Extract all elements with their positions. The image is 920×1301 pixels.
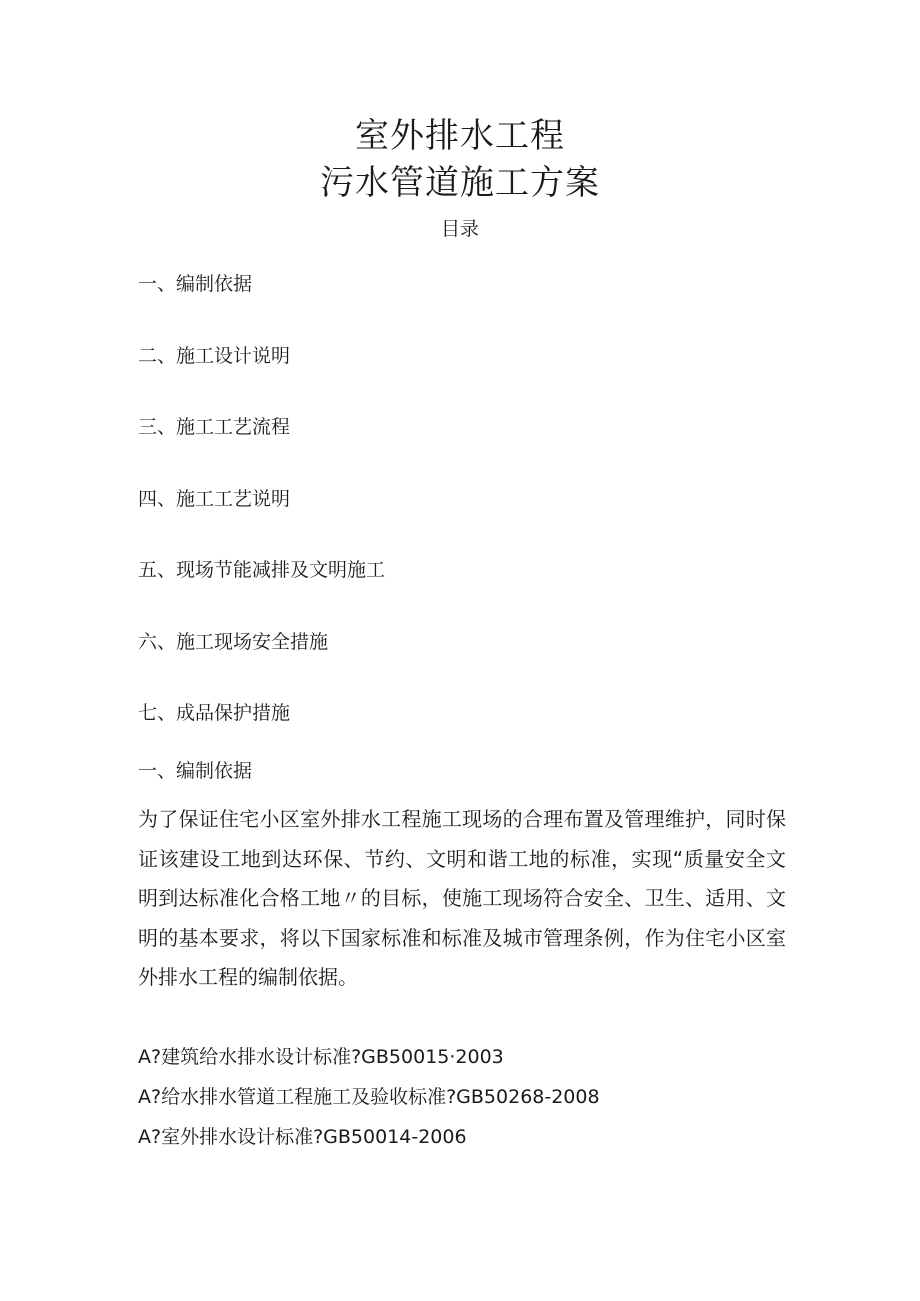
reference-item: A?建筑给水排水设计标准?GB50015·2003	[138, 1046, 504, 1068]
body-paragraph: 为了保证住宅小区室外排水工程施工现场的合理布置及管理维护，同时保证该建设工地到达环保、节约、文明和谐工地的标准，实现“质量安全文明到达标准化合格工地〃的目标，使施工现场符合安全、卫生、适用、文明的基本要求，将以下国家标准和标准及城市管理条例，作为住宅小区室外排水工程的编制依据。	[138, 807, 786, 989]
reference-item: A?给水排水管道工程施工及验收标准?GB50268-2008	[138, 1086, 600, 1108]
table-of-contents	[138, 270, 385, 771]
toc-heading: 目录	[440, 218, 479, 240]
toc-item: 二、施工设计说明	[138, 344, 291, 367]
reference-item: A?室外排水设计标准?GB50014-2006	[138, 1126, 467, 1148]
toc-item: 五、现场节能减排及文明施工	[138, 559, 386, 581]
document-title-line-2: 污水管道施工方案	[320, 163, 600, 203]
section-heading: 一、编制依据	[138, 760, 253, 782]
toc-item: 六、施工现场安全措施	[138, 630, 329, 653]
toc-item: 七、成品保护措施	[138, 702, 291, 724]
reference-list	[138, 1043, 600, 1163]
document-title-line-1: 室外排水工程	[355, 116, 565, 156]
toc-item: 三、施工工艺流程	[138, 416, 291, 438]
toc-item: 四、施工工艺说明	[138, 487, 291, 510]
toc-item: 一、编制依据	[138, 273, 253, 295]
